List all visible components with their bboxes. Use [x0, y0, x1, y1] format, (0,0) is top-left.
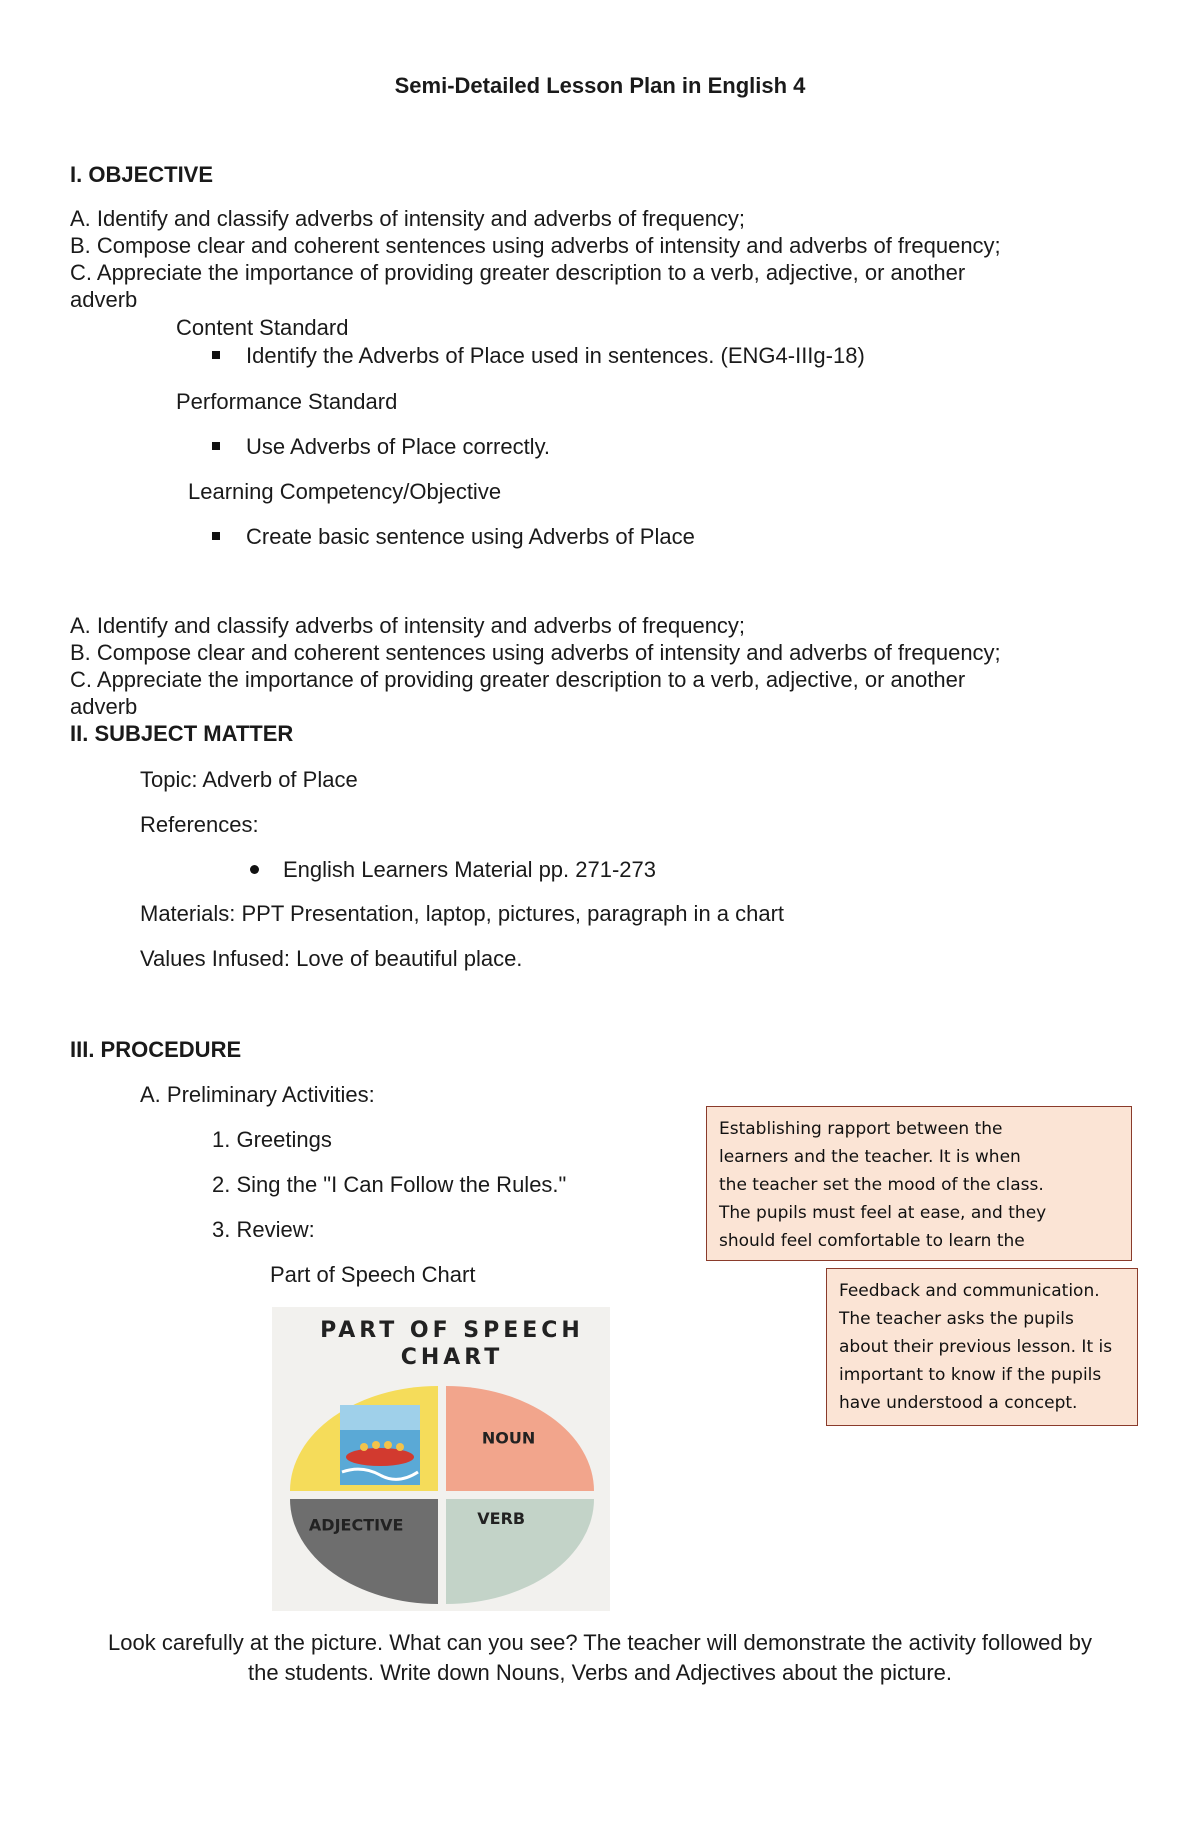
part-of-speech-chart: [272, 1307, 610, 1611]
note-line: important to know if the pupils: [839, 1365, 1102, 1385]
objective-item: C. Appreciate the importance of providing greater description to a verb, adjective, or another: [70, 260, 966, 285]
note-line: The teacher asks the pupils: [839, 1309, 1074, 1329]
square-bullet-icon: [212, 351, 220, 359]
chart-title-line1: PART OF SPEECH: [320, 1318, 584, 1343]
picture-person: [360, 1443, 368, 1451]
note-line: should feel comfortable to learn the: [719, 1231, 1025, 1251]
objective-item-repeat: adverb: [70, 694, 138, 719]
pie-label-adjective: ADJECTIVE: [308, 1515, 404, 1535]
content-standard-bullet: [212, 342, 865, 369]
learning-competency-label: Learning Competency/Objective: [188, 479, 502, 504]
procedure-step: 1. Greetings: [212, 1127, 332, 1152]
feedback-note: [826, 1268, 1138, 1426]
square-bullet-icon: [212, 442, 220, 450]
materials-line: Materials: PPT Presentation, laptop, pictures, paragraph in a chart: [140, 901, 785, 926]
performance-standard-text: Use Adverbs of Place correctly.: [246, 434, 551, 459]
chart-title-line2: CHART: [400, 1345, 504, 1370]
objective-item-repeat: C. Appreciate the importance of providing greater description to a verb, adjective, or another: [70, 667, 966, 692]
note-line: Feedback and communication.: [839, 1281, 1100, 1301]
learning-competency-bullet: [212, 523, 695, 550]
performance-standard-bullet: [212, 433, 550, 460]
note-line: The pupils must feel at ease, and they: [719, 1203, 1047, 1223]
content-standard-label: Content Standard: [176, 315, 349, 340]
note-line: learners and the teacher. It is when: [719, 1147, 1021, 1167]
performance-standard-label: Performance Standard: [176, 389, 398, 414]
values-line: Values Infused: Love of beautiful place.: [140, 946, 523, 971]
closing-instruction-1: Look carefully at the picture. What can you see? The teacher will demonstrate the activity followed by: [108, 1630, 1092, 1655]
objective-item: adverb: [70, 287, 138, 312]
learning-competency-text: Create basic sentence using Adverbs of Place: [246, 524, 695, 549]
reference-text: English Learners Material pp. 271-273: [283, 857, 657, 882]
rapport-note: [706, 1106, 1132, 1261]
picture-raft: [346, 1448, 414, 1466]
reference-item: [250, 856, 656, 883]
round-bullet-icon: [250, 865, 259, 874]
note-line: Establishing rapport between the: [719, 1119, 1003, 1139]
subject-matter-heading: II. SUBJECT MATTER: [70, 721, 294, 746]
picture-sky: [340, 1405, 420, 1430]
preliminary-activities: A. Preliminary Activities:: [140, 1082, 375, 1107]
procedure-step: 2. Sing the "I Can Follow the Rules.": [212, 1172, 567, 1197]
pie-chart-svg: [272, 1307, 610, 1611]
page-title: Semi-Detailed Lesson Plan in English 4: [394, 73, 806, 98]
closing-instruction-2: the students. Write down Nouns, Verbs and Adjectives about the picture.: [247, 1660, 952, 1685]
pie-label-verb: VERB: [477, 1509, 526, 1529]
chart-caption: Part of Speech Chart: [270, 1262, 476, 1287]
square-bullet-icon: [212, 532, 220, 540]
objective-heading: I. OBJECTIVE: [70, 162, 214, 187]
objective-item-repeat: A. Identify and classify adverbs of intensity and adverbs of frequency;: [70, 613, 746, 638]
content-standard-text: Identify the Adverbs of Place used in sentences. (ENG4-IIIg-18): [246, 343, 865, 368]
pie-group: [290, 1386, 594, 1604]
procedure-heading: III. PROCEDURE: [70, 1037, 242, 1062]
topic-line: Topic: Adverb of Place: [140, 767, 358, 792]
rafting-picture: [340, 1405, 420, 1485]
note-line: the teacher set the mood of the class.: [719, 1175, 1044, 1195]
objective-item: A. Identify and classify adverbs of intensity and adverbs of frequency;: [70, 206, 746, 231]
picture-person: [384, 1441, 392, 1449]
objective-item: B. Compose clear and coherent sentences using adverbs of intensity and adverbs of frequency;: [70, 233, 1001, 258]
picture-person: [396, 1443, 404, 1451]
pie-label-noun: NOUN: [481, 1428, 536, 1448]
note-line: about their previous lesson. It is: [839, 1337, 1113, 1357]
references-label: References:: [140, 812, 259, 837]
procedure-step: 3. Review:: [212, 1217, 315, 1242]
objective-item-repeat: B. Compose clear and coherent sentences using adverbs of intensity and adverbs of frequency;: [70, 640, 1001, 665]
note-line: have understood a concept.: [839, 1393, 1078, 1413]
picture-person: [372, 1441, 380, 1449]
